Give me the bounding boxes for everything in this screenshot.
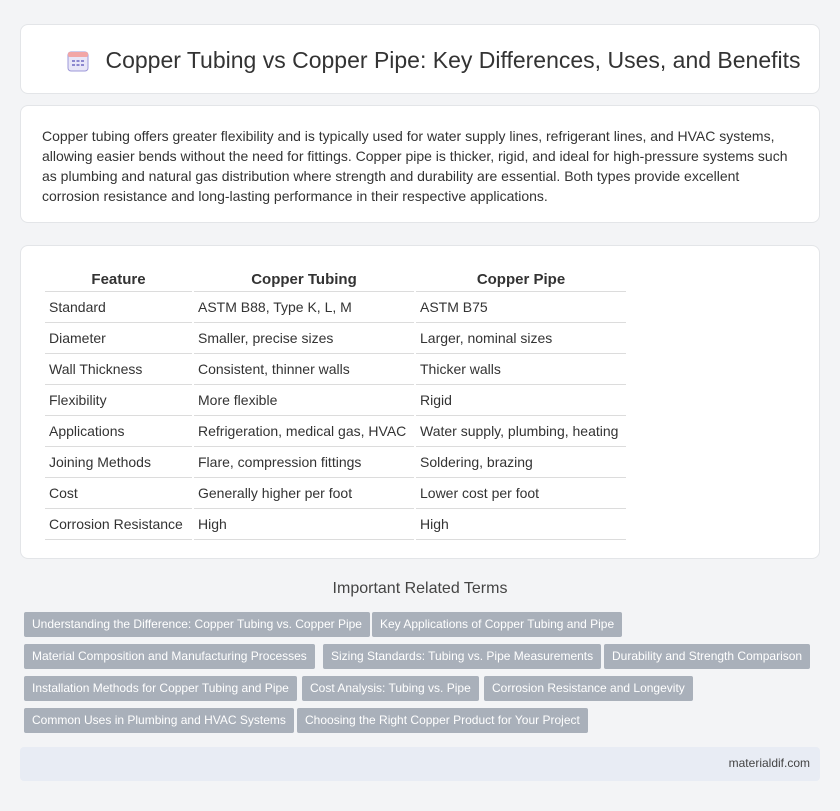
table-cell: Refrigeration, medical gas, HVAC	[194, 416, 414, 447]
table-header-row	[45, 264, 626, 292]
table-cell: Consistent, thinner walls	[194, 354, 414, 385]
table-cell: ASTM B88, Type K, L, M	[194, 292, 414, 323]
table-cell: Joining Methods	[45, 447, 192, 478]
table-cell: Soldering, brazing	[416, 447, 626, 478]
footer-site-link[interactable]: materialdif.com	[728, 756, 810, 770]
summary-card	[20, 105, 820, 223]
comparison-card	[20, 245, 820, 559]
related-term-tag[interactable]: Key Applications of Copper Tubing and Pipe	[372, 612, 622, 637]
table-row	[45, 354, 626, 385]
table-cell: High	[194, 509, 414, 540]
page-title: Copper Tubing vs Copper Pipe: Key Differences, Uses, and Benefits	[105, 47, 801, 73]
table-cell: Standard	[45, 292, 192, 323]
calendar-icon	[66, 49, 90, 73]
related-term-tag[interactable]: Corrosion Resistance and Longevity	[484, 676, 693, 701]
table-row	[45, 385, 626, 416]
header-card	[20, 24, 820, 94]
related-term-tag[interactable]: Material Composition and Manufacturing Processes	[24, 644, 315, 669]
related-term-tag[interactable]: Understanding the Difference: Copper Tubing vs. Copper Pipe	[24, 612, 370, 637]
table-cell: More flexible	[194, 385, 414, 416]
table-cell: ASTM B75	[416, 292, 626, 323]
table-cell: Smaller, precise sizes	[194, 323, 414, 354]
table-cell: Thicker walls	[416, 354, 626, 385]
related-term-tag[interactable]: Cost Analysis: Tubing vs. Pipe	[302, 676, 479, 701]
table-row	[45, 447, 626, 478]
related-term-tag[interactable]: Sizing Standards: Tubing vs. Pipe Measurements	[323, 644, 601, 669]
table-cell: Cost	[45, 478, 192, 509]
table-cell: Rigid	[416, 385, 626, 416]
table-cell: Corrosion Resistance	[45, 509, 192, 540]
table-cell: Generally higher per foot	[194, 478, 414, 509]
table-cell: Applications	[45, 416, 192, 447]
table-cell: Wall Thickness	[45, 354, 192, 385]
table-cell: Flare, compression fittings	[194, 447, 414, 478]
table-row	[45, 478, 626, 509]
related-term-tag[interactable]: Common Uses in Plumbing and HVAC Systems	[24, 708, 294, 733]
related-term-tag[interactable]: Durability and Strength Comparison	[604, 644, 810, 669]
table-cell: Water supply, plumbing, heating	[416, 416, 626, 447]
table-row	[45, 416, 626, 447]
table-row	[45, 323, 626, 354]
comparison-table	[43, 264, 628, 540]
summary-text: Copper tubing offers greater flexibility and is typically used for water supply lines, refrigerant lines, and HVAC systems, allowing easier bends without the need for fittings. Copper pipe is thicker, rigid, and ideal for high-pressure systems such as plumbing and natural gas distribution where strength and durability are essential. Both types provide excellent corrosion resistance and long-lasting performance in their respective applications.	[42, 128, 788, 204]
table-row	[45, 509, 626, 540]
column-header-tubing: Copper Tubing	[194, 264, 414, 292]
table-cell: Lower cost per foot	[416, 478, 626, 509]
table-cell: Diameter	[45, 323, 192, 354]
related-term-tag[interactable]: Choosing the Right Copper Product for Your Project	[297, 708, 588, 733]
table-cell: High	[416, 509, 626, 540]
column-header-feature: Feature	[45, 264, 192, 292]
table-cell: Flexibility	[45, 385, 192, 416]
related-terms-title: Important Related Terms	[332, 580, 508, 597]
table-cell: Larger, nominal sizes	[416, 323, 626, 354]
related-term-tag[interactable]: Installation Methods for Copper Tubing and Pipe	[24, 676, 297, 701]
table-row	[45, 292, 626, 323]
footer	[20, 747, 820, 781]
column-header-pipe: Copper Pipe	[416, 264, 626, 292]
